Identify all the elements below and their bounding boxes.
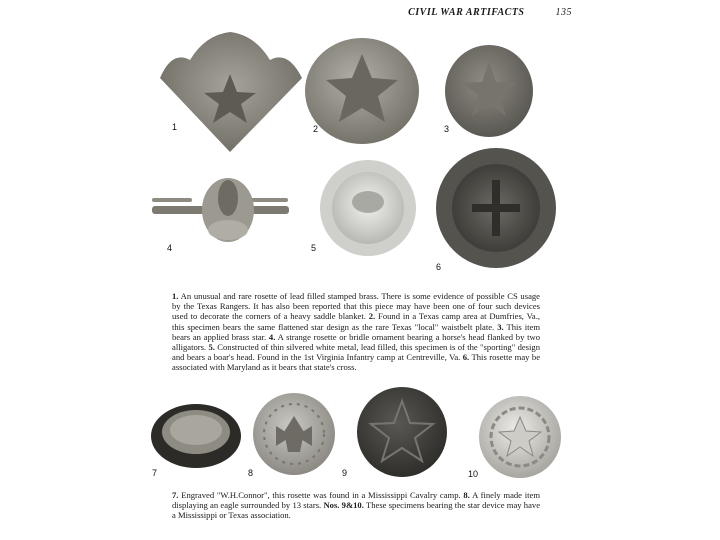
page-number: 135 xyxy=(555,7,572,18)
caption-text-5: Constructed of thin silvered white metal, lead filled, this specimen is of the "sporting" design and bears a boar's head. Found in the 1st Virginia Infantry camp at Centreville, Va. xyxy=(172,342,541,363)
figure-label-7: 7 xyxy=(152,468,158,478)
artifact-3-image xyxy=(444,44,534,139)
caption-num-9: Nos. 9&10. xyxy=(323,500,364,511)
caption-text-7: Engraved "W.H.Connor", this rosette was found in a Mississippi Cavalry camp. xyxy=(178,490,464,500)
artifact-10-image xyxy=(478,395,563,480)
artifact-6-image xyxy=(434,146,559,271)
figure-label-6: 6 xyxy=(436,262,442,272)
caption-text-1: An unusual and rare rosette of lead filled stamped brass. There is some evidence of possible CS usage by the Texas Rangers. It has also been reported that this piece may have been one of four such devices used to decorate the corners of a heavy saddle blanket. xyxy=(172,291,540,322)
figure-label-1: 1 xyxy=(172,122,178,132)
caption-num-7: 7. xyxy=(172,490,179,500)
caption-num-2: 2. xyxy=(368,311,376,322)
artifact-4-image xyxy=(148,168,293,248)
artifact-7-image xyxy=(148,400,243,470)
caption-text-9: These specimens bearing the star device may have a Mississippi or Texas association. xyxy=(172,500,541,521)
figure-label-10: 10 xyxy=(468,469,479,479)
caption-num-5: 5. xyxy=(208,342,215,353)
caption-num-1: 1. xyxy=(172,291,179,301)
caption-text-4: A strange rosette or bridle ornament bearing a horse's head flanked by two alligators. xyxy=(172,331,540,353)
caption-text-2: Found in a Texas camp area at Dumfries, Va., this specimen bears the same flattened star design as the rare Texas "local" waistbelt plate. xyxy=(172,311,541,332)
caption-text-6: This rosette may be associated with Maryland as it bears that state's cross. xyxy=(172,352,541,373)
header-title: CIVIL WAR ARTIFACTS xyxy=(408,7,525,18)
caption-num-8: 8. xyxy=(463,490,470,500)
caption-num-6: 6. xyxy=(462,352,470,363)
figure-label-9: 9 xyxy=(342,468,348,478)
figure-label-3: 3 xyxy=(444,124,450,134)
artifact-2-image xyxy=(302,36,422,146)
caption-num-4: 4. xyxy=(268,331,276,342)
artifact-5-image xyxy=(318,158,418,258)
figure-label-8: 8 xyxy=(248,468,254,478)
artifact-9-image xyxy=(355,385,450,480)
running-header xyxy=(408,7,572,18)
figure-label-2: 2 xyxy=(313,124,319,134)
artifact-1-image xyxy=(150,30,310,155)
caption-num-3: 3. xyxy=(497,321,504,332)
figure-label-5: 5 xyxy=(311,243,317,253)
figure-label-4: 4 xyxy=(167,243,173,253)
caption-text-8: A finely made item displaying an eagle surrounded by 13 stars. xyxy=(172,490,541,511)
caption-text-3: This item bears an applied brass star. xyxy=(172,321,541,342)
caption-top xyxy=(172,291,540,373)
caption-bottom xyxy=(172,490,540,521)
artifact-8-image xyxy=(252,392,337,477)
